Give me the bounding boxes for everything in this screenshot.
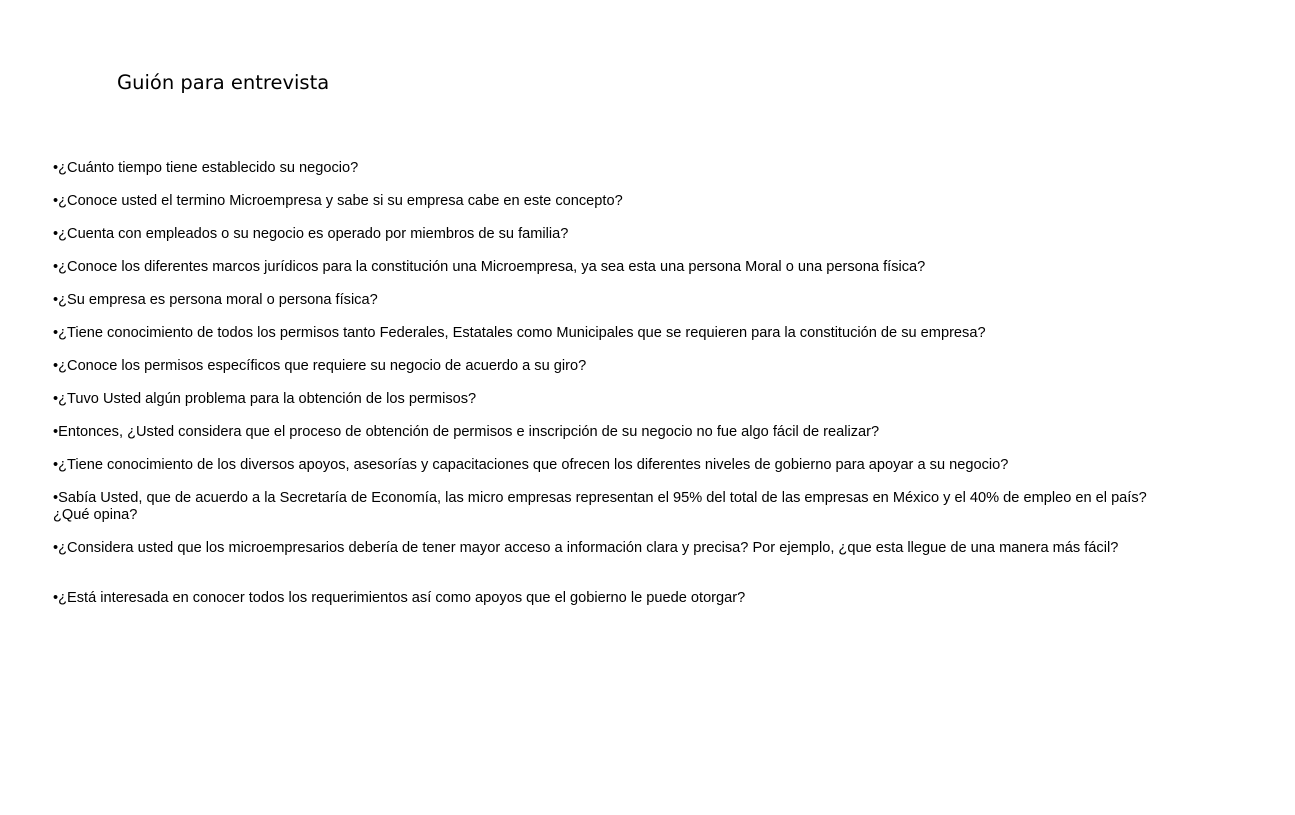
question-item: •¿Su empresa es persona moral o persona física? xyxy=(53,292,378,308)
question-item: •¿Considera usted que los microempresarios debería de tener mayor acceso a información clara y precisa? Por ejemplo, ¿que esta llegue de una manera más fácil? xyxy=(53,540,1119,556)
question-item: •¿Conoce usted el termino Microempresa y sabe si su empresa cabe en este concepto? xyxy=(53,193,623,209)
question-item: •Entonces, ¿Usted considera que el proceso de obtención de permisos e inscripción de su negocio no fue algo fácil de realizar? xyxy=(53,424,880,440)
question-item: •¿Conoce los diferentes marcos jurídicos para la constitución una Microempresa, ya sea esta una persona Moral o una persona física? xyxy=(53,259,926,275)
question-item: •¿Tuvo Usted algún problema para la obtención de los permisos? xyxy=(53,391,477,407)
page-title: Guión para entrevista xyxy=(117,71,330,94)
question-item: •¿Está interesada en conocer todos los requerimientos así como apoyos que el gobierno le puede otorgar? xyxy=(53,590,746,606)
question-item: •¿Conoce los permisos específicos que requiere su negocio de acuerdo a su giro? xyxy=(53,358,587,374)
question-item: •¿Tiene conocimiento de los diversos apoyos, asesorías y capacitaciones que ofrecen los diferentes niveles de gobierno para apoyar a su negocio? xyxy=(53,457,1009,473)
question-item: •¿Cuánto tiempo tiene establecido su negocio? xyxy=(53,160,359,176)
question-item: •¿Tiene conocimiento de todos los permisos tanto Federales, Estatales como Municipales que se requieren para la constitución de su empresa? xyxy=(53,325,986,341)
question-item: •Sabía Usted, que de acuerdo a la Secretaría de Economía, las micro empresas representan el 95% del total de las empresas en México y el 40% de empleo en el país? ¿Qué opina? xyxy=(53,490,1147,523)
question-item: •¿Cuenta con empleados o su negocio es operado por miembros de su familia? xyxy=(53,226,569,242)
interview-question-list xyxy=(53,160,1183,623)
